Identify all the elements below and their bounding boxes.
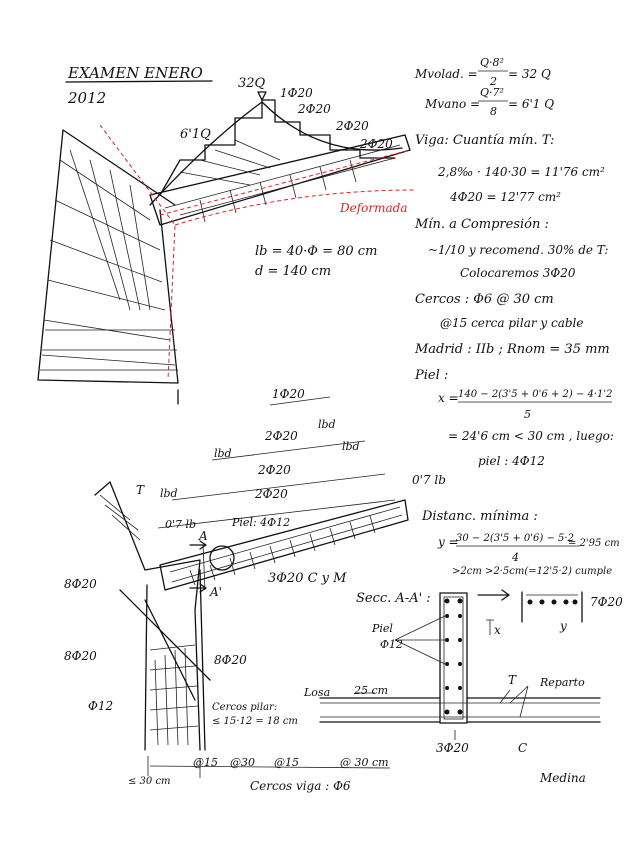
piel-x-num: 140 − 2(3'5 + 0'6 + 2) − 4·1'2: [458, 389, 613, 400]
exam-title: EXAMEN ENERO: [68, 64, 203, 82]
moment-2-lhs: Mvano =: [425, 97, 481, 111]
deformed-label: Deformada: [340, 201, 408, 215]
moment-1-num: Q·8²: [480, 56, 504, 69]
bottom-spacing-1: @15: [193, 756, 218, 769]
cercos-viga-label: Cercos viga : Φ6: [250, 779, 351, 793]
calc-dist-l2: >2cm >2·5cm(=12'5·2) cumple: [452, 566, 613, 577]
moment-1-lhs: Mvolad. =: [415, 67, 478, 81]
bottom-spacing-2: @30: [230, 756, 255, 769]
moment-1-den: 2: [490, 75, 497, 88]
calc-cercos: Cercos : Φ6 @ 30 cm: [415, 292, 554, 307]
bottom-spacing-3: @15: [274, 756, 299, 769]
cercos-pilar-label: Cercos pilar:: [212, 702, 278, 713]
section-losa: Losa: [304, 686, 331, 699]
calc-compresion: Mín. a Compresión :: [415, 217, 549, 232]
signature: Medina: [540, 771, 586, 785]
l07-label-right: 0'7 lb: [412, 473, 446, 487]
col-left-label-2: 8Φ20: [64, 649, 97, 663]
section-T: T: [508, 673, 517, 687]
cercos-pilar-val: ≤ 15·12 = 18 cm: [212, 716, 298, 727]
bottom-dim-label: ≤ 30 cm: [128, 776, 171, 787]
section-piel-1: Piel: [372, 622, 393, 635]
calc-moment-1: [414, 56, 551, 88]
dist-y-rhs: = 2'95 cm: [568, 538, 620, 549]
section-aa-drawing: [320, 590, 600, 740]
load-label-61Q: 6'1Q: [180, 127, 211, 142]
anchorage-d: d = 140 cm: [255, 264, 332, 279]
bottom-bar-1: 1Φ20: [272, 387, 305, 401]
calc-cercos-l2: @15 cerca pilar y cable: [440, 316, 584, 330]
section-piel-2: Φ12: [380, 638, 404, 651]
lbd-label-3: lbd: [342, 440, 360, 453]
bottom-bar-4: 2Φ20: [255, 487, 288, 501]
col-stirrup-label: Φ12: [88, 699, 114, 713]
section-y: y: [560, 619, 567, 633]
col-left-label-1: 8Φ20: [64, 577, 97, 591]
section-7phi20: 7Φ20: [590, 595, 623, 609]
dist-y-num: 30 − 2(3'5 + 0'6) − 5·2: [456, 533, 574, 544]
moment-2-num: Q·7²: [480, 86, 504, 99]
A-label-bottom: A': [210, 585, 222, 599]
T-label-bottom: T: [136, 483, 145, 497]
col-right-label: 8Φ20: [214, 653, 247, 667]
calc-viga-l2: 4Φ20 = 12'77 cm²: [450, 190, 561, 204]
lbd-label-1: lbd: [214, 447, 232, 460]
section-C: C: [518, 741, 528, 755]
bottom-spacing-4: @ 30 cm: [340, 756, 389, 769]
section-reparto: Reparto: [540, 676, 585, 689]
calc-viga-l1: 2,8‰ · 140·30 = 11'76 cm²: [438, 165, 605, 179]
main-bar-label: 3Φ20 C y M: [268, 571, 347, 586]
bottom-bar-3: 2Φ20: [258, 463, 291, 477]
load-label-32Q: 32Q: [238, 76, 266, 91]
top-bar-1: 1Φ20: [280, 86, 313, 100]
piel-x-den: 5: [524, 408, 531, 421]
A-label-top: A: [199, 529, 208, 543]
piel-label-bottom: Piel: 4Φ12: [232, 516, 291, 529]
top-bar-3: 2Φ20: [336, 119, 369, 133]
exam-year: 2012: [68, 89, 107, 107]
moment-2-rhs: = 6'1 Q: [508, 97, 555, 111]
calc-piel-l3: piel : 4Φ12: [478, 454, 545, 468]
calc-comp-l2: Colocaremos 3Φ20: [460, 266, 576, 280]
section-bottom: 3Φ20: [436, 741, 469, 755]
section-title: Secc. A-A' :: [356, 591, 431, 606]
dist-y-den: 4: [512, 551, 519, 564]
anchorage-lb: lb = 40·Φ = 80 cm: [255, 244, 378, 259]
section-losa-dim: 25 cm: [354, 684, 389, 697]
calc-dist-y: [437, 533, 620, 564]
calc-piel-l2: = 24'6 cm < 30 cm , luego:: [448, 429, 614, 443]
calc-comp-l1: ~1/10 y recomend. 30% de T:: [428, 243, 609, 257]
moment-1-rhs: = 32 Q: [508, 67, 551, 81]
calc-moment-2: [424, 86, 554, 118]
calc-dist: Distanc. mínima :: [422, 509, 538, 524]
piel-x-lhs: x =: [438, 391, 459, 405]
calc-madrid: Madrid : IIb ; Rnom = 35 mm: [415, 342, 610, 357]
section-x: x: [494, 623, 501, 637]
bottom-bar-2: 2Φ20: [265, 429, 298, 443]
calc-piel: Piel :: [415, 368, 449, 383]
l07-label-left: 0'7 lb: [165, 518, 197, 531]
dist-y-lhs: y =: [438, 535, 459, 549]
top-bar-2: 2Φ20: [298, 102, 331, 116]
top-bar-4: 2Φ20: [360, 137, 393, 151]
calc-viga: Viga: Cuantía mín. T:: [415, 133, 555, 148]
lbd-label-4: lbd: [160, 487, 178, 500]
calc-piel-x: [438, 389, 613, 421]
moment-2-den: 8: [490, 105, 497, 118]
lbd-label-2: lbd: [318, 418, 336, 431]
